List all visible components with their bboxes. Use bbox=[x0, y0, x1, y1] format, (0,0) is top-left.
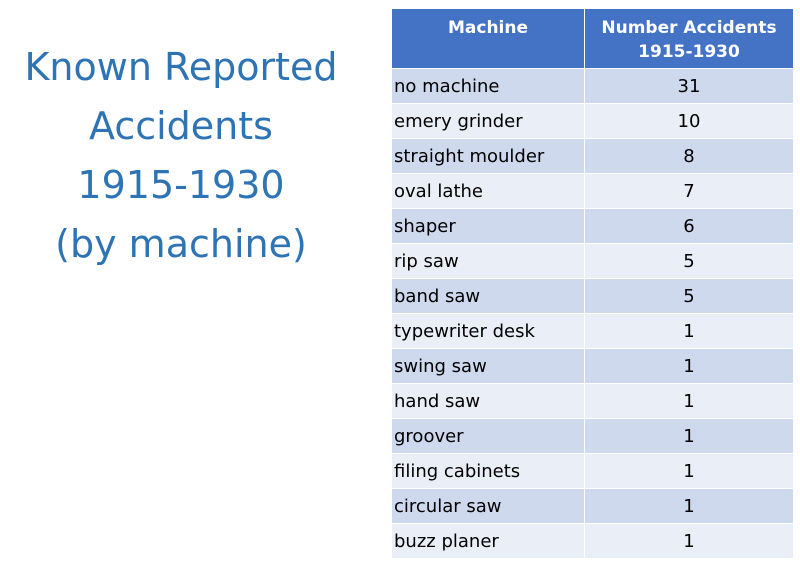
machine-cell: band saw bbox=[392, 279, 585, 314]
machine-cell: filing cabinets bbox=[392, 454, 585, 489]
header-number-accidents bbox=[585, 9, 794, 69]
table-row bbox=[392, 69, 794, 104]
title-line-3: 1915-1930 bbox=[77, 163, 285, 207]
machine-cell: shaper bbox=[392, 209, 585, 244]
accident-count-cell: 31 bbox=[585, 69, 794, 104]
table-row bbox=[392, 279, 794, 314]
machine-cell: groover bbox=[392, 419, 585, 454]
table-row bbox=[392, 489, 794, 524]
accident-count-cell: 5 bbox=[585, 279, 794, 314]
machine-cell: emery grinder bbox=[392, 104, 585, 139]
title-line-2: Accidents bbox=[89, 104, 273, 148]
table-row bbox=[392, 314, 794, 349]
accident-count-cell: 5 bbox=[585, 244, 794, 279]
table-body bbox=[392, 69, 794, 559]
machine-cell: oval lathe bbox=[392, 174, 585, 209]
accident-count-cell: 6 bbox=[585, 209, 794, 244]
machine-cell: no machine bbox=[392, 69, 585, 104]
machine-cell: hand saw bbox=[392, 384, 585, 419]
table-header-row bbox=[392, 9, 794, 69]
table-row bbox=[392, 174, 794, 209]
accident-count-cell: 1 bbox=[585, 454, 794, 489]
machine-cell: circular saw bbox=[392, 489, 585, 524]
table-row bbox=[392, 209, 794, 244]
machine-cell: buzz planer bbox=[392, 524, 585, 559]
accident-count-cell: 7 bbox=[585, 174, 794, 209]
accident-count-cell: 10 bbox=[585, 104, 794, 139]
machine-cell: rip saw bbox=[392, 244, 585, 279]
slide-title bbox=[0, 38, 362, 274]
accident-count-cell: 1 bbox=[585, 419, 794, 454]
header-count-line2: 1915-1930 bbox=[638, 42, 740, 62]
table-row bbox=[392, 524, 794, 559]
table-row bbox=[392, 349, 794, 384]
accident-count-cell: 1 bbox=[585, 349, 794, 384]
table-row bbox=[392, 139, 794, 174]
accident-count-cell: 8 bbox=[585, 139, 794, 174]
machine-cell: typewriter desk bbox=[392, 314, 585, 349]
title-line-1: Known Reported bbox=[24, 45, 338, 89]
table-row bbox=[392, 244, 794, 279]
table-row bbox=[392, 454, 794, 489]
table-row bbox=[392, 419, 794, 454]
accident-count-cell: 1 bbox=[585, 314, 794, 349]
accident-count-cell: 1 bbox=[585, 524, 794, 559]
accident-count-cell: 1 bbox=[585, 384, 794, 419]
table-row bbox=[392, 384, 794, 419]
header-machine-label: Machine bbox=[447, 18, 529, 38]
header-machine bbox=[392, 9, 585, 69]
accident-count-cell: 1 bbox=[585, 489, 794, 524]
header-count-line1: Number Accidents bbox=[601, 18, 777, 38]
title-line-4: (by machine) bbox=[55, 222, 307, 266]
table-row bbox=[392, 104, 794, 139]
machine-cell: straight moulder bbox=[392, 139, 585, 174]
accidents-table bbox=[391, 8, 794, 559]
machine-cell: swing saw bbox=[392, 349, 585, 384]
